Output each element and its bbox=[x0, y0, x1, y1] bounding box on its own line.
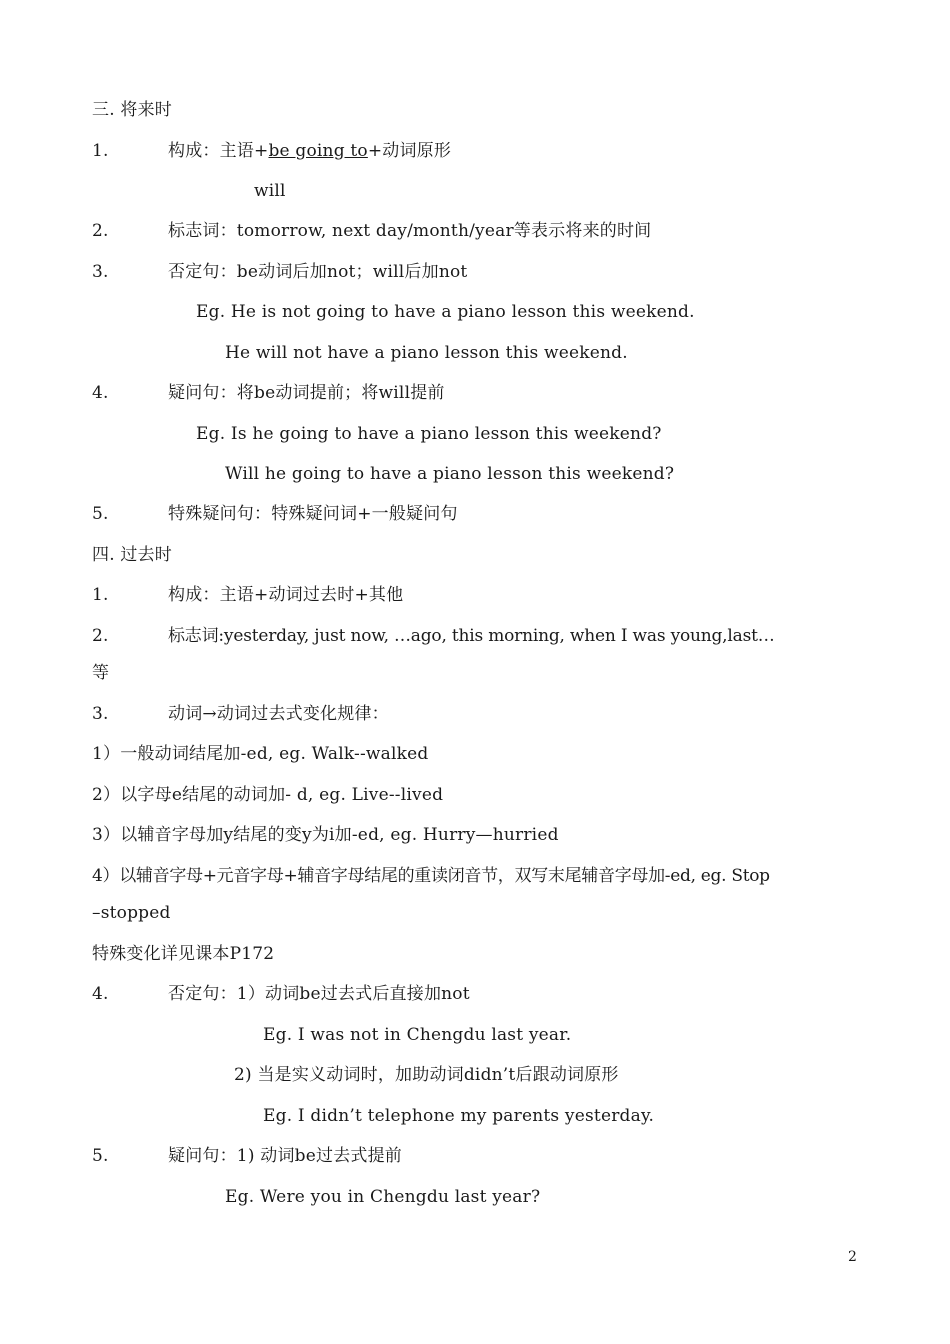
item-text: 特殊疑问句：特殊疑问词+一般疑问句 bbox=[168, 504, 458, 524]
example-sentence: Eg. Were you in Chengdu last year? bbox=[225, 1187, 541, 1207]
item-text: 构成：主语+动词过去时+其他 bbox=[168, 585, 404, 605]
section-heading-future: 三. 将来时 bbox=[92, 100, 173, 120]
rule-2: 2）以字母e结尾的动词加- d, eg. Live--lived bbox=[92, 785, 444, 805]
rule-4-continuation: –stopped bbox=[92, 903, 171, 923]
item-number: 3. bbox=[92, 262, 109, 282]
item-text: 疑问句：将be动词提前；将will提前 bbox=[168, 383, 445, 403]
item-number: 4. bbox=[92, 383, 109, 403]
item-text: 标志词:yesterday, just now, …ago, this morning, when I was young,last… bbox=[168, 626, 775, 646]
item-text: 标志词：tomorrow, next day/month/year等表示将来的时间 bbox=[168, 221, 652, 241]
item-number: 2. bbox=[92, 221, 109, 241]
past-item-2-continuation: 等 bbox=[92, 663, 110, 683]
sub-item-2: 2) 当是实义动词时，加助动词didn’t后跟动词原形 bbox=[234, 1065, 619, 1085]
item-text: 否定句：be动词后加not；will后加not bbox=[168, 262, 468, 282]
item-number: 1. bbox=[92, 141, 109, 161]
future-item-1-alternative: will bbox=[254, 181, 286, 201]
page-number: 2 bbox=[848, 1249, 857, 1265]
item-number: 5. bbox=[92, 504, 109, 524]
rule-1: 1）一般动词结尾加-ed, eg. Walk--walked bbox=[92, 744, 429, 764]
item-text: 动词→动词过去式变化规律： bbox=[168, 704, 389, 724]
example-sentence: He will not have a piano lesson this weekend. bbox=[225, 343, 628, 363]
special-note: 特殊变化详见课本P172 bbox=[92, 944, 275, 964]
example-sentence: Eg. I didn’t telephone my parents yesterday. bbox=[263, 1106, 655, 1126]
item-number: 5. bbox=[92, 1146, 109, 1166]
item-number: 2. bbox=[92, 626, 109, 646]
underlined-phrase: be going to bbox=[268, 141, 368, 161]
item-number: 4. bbox=[92, 984, 109, 1004]
item-text: 构成：主语+be going to+动词原形 bbox=[168, 141, 452, 161]
rule-3: 3）以辅音字母加y结尾的变y为i加-ed, eg. Hurry—hurried bbox=[92, 825, 559, 845]
item-number: 3. bbox=[92, 704, 109, 724]
item-text: 疑问句：1) 动词be过去式提前 bbox=[168, 1146, 402, 1166]
rule-4: 4）以辅音字母+元音字母+辅音字母结尾的重读闭音节，双写末尾辅音字母加-ed, eg. Stop bbox=[92, 866, 770, 886]
section-heading-past: 四. 过去时 bbox=[92, 545, 173, 565]
item-text: 否定句：1）动词be过去式后直接加not bbox=[168, 984, 470, 1004]
item-number: 1. bbox=[92, 585, 109, 605]
example-sentence: Will he going to have a piano lesson this weekend? bbox=[225, 464, 675, 484]
example-sentence: Eg. I was not in Chengdu last year. bbox=[263, 1025, 572, 1045]
example-sentence: Eg. Is he going to have a piano lesson this weekend? bbox=[196, 424, 662, 444]
example-sentence: Eg. He is not going to have a piano lesson this weekend. bbox=[196, 302, 695, 322]
